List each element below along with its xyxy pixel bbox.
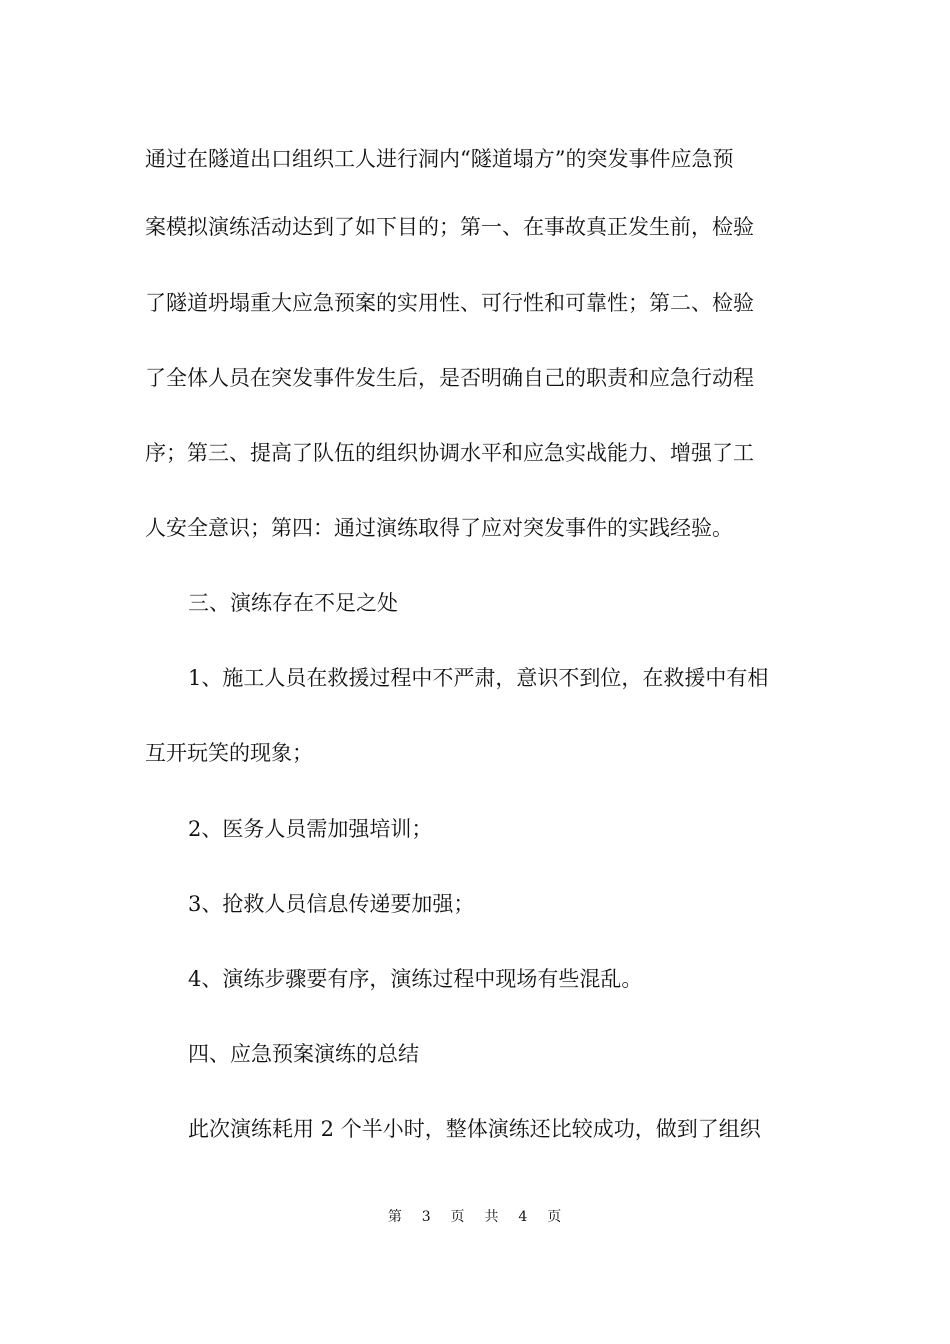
list-item-1-line-1: 1、施工人员在救援过程中不严肃，意识不到位，在救援中有相 bbox=[188, 666, 769, 690]
footer-total-prefix: 共 bbox=[484, 1209, 500, 1225]
list-item-2: 2、医务人员需加强培训； bbox=[188, 817, 433, 841]
list-item-4: 4、演练步骤要有序，演练过程中现场有些混乱。 bbox=[188, 967, 643, 991]
body-line-1: 通过在隧道出口组织工人进行洞内“隧道塌方”的突发事件应急预 bbox=[145, 147, 734, 171]
body-line-5: 序；第三、提高了队伍的组织协调水平和应急实战能力、增强了工 bbox=[145, 441, 754, 465]
body-line-4: 了全体人员在突发事件发生后，是否明确自己的职责和应急行动程 bbox=[145, 366, 754, 390]
footer-total-suffix: 页 bbox=[547, 1209, 563, 1225]
list-item-3: 3、抢救人员信息传递要加强； bbox=[188, 892, 475, 916]
page-footer bbox=[0, 1208, 950, 1226]
section-heading-summary: 四、应急预案演练的总结 bbox=[188, 1042, 419, 1066]
summary-paragraph-line-1: 此次演练耗用 2 个半小时，整体演练还比较成功，做到了组织 bbox=[188, 1117, 761, 1141]
footer-current-page: 3 bbox=[421, 1209, 432, 1225]
list-item-1-line-2: 互开玩笑的现象； bbox=[145, 741, 313, 765]
footer-page-label: 页 bbox=[450, 1209, 466, 1225]
footer-total-pages: 4 bbox=[518, 1209, 529, 1225]
body-line-2: 案模拟演练活动达到了如下目的；第一、在事故真正发生前，检验 bbox=[145, 215, 754, 239]
section-heading-shortcomings: 三、演练存在不足之处 bbox=[188, 591, 398, 615]
footer-page-prefix: 第 bbox=[387, 1209, 403, 1225]
body-line-3: 了隧道坍塌重大应急预案的实用性、可行性和可靠性；第二、检验 bbox=[145, 291, 754, 315]
body-line-6: 人安全意识；第四：通过演练取得了应对突发事件的实践经验。 bbox=[145, 516, 733, 540]
